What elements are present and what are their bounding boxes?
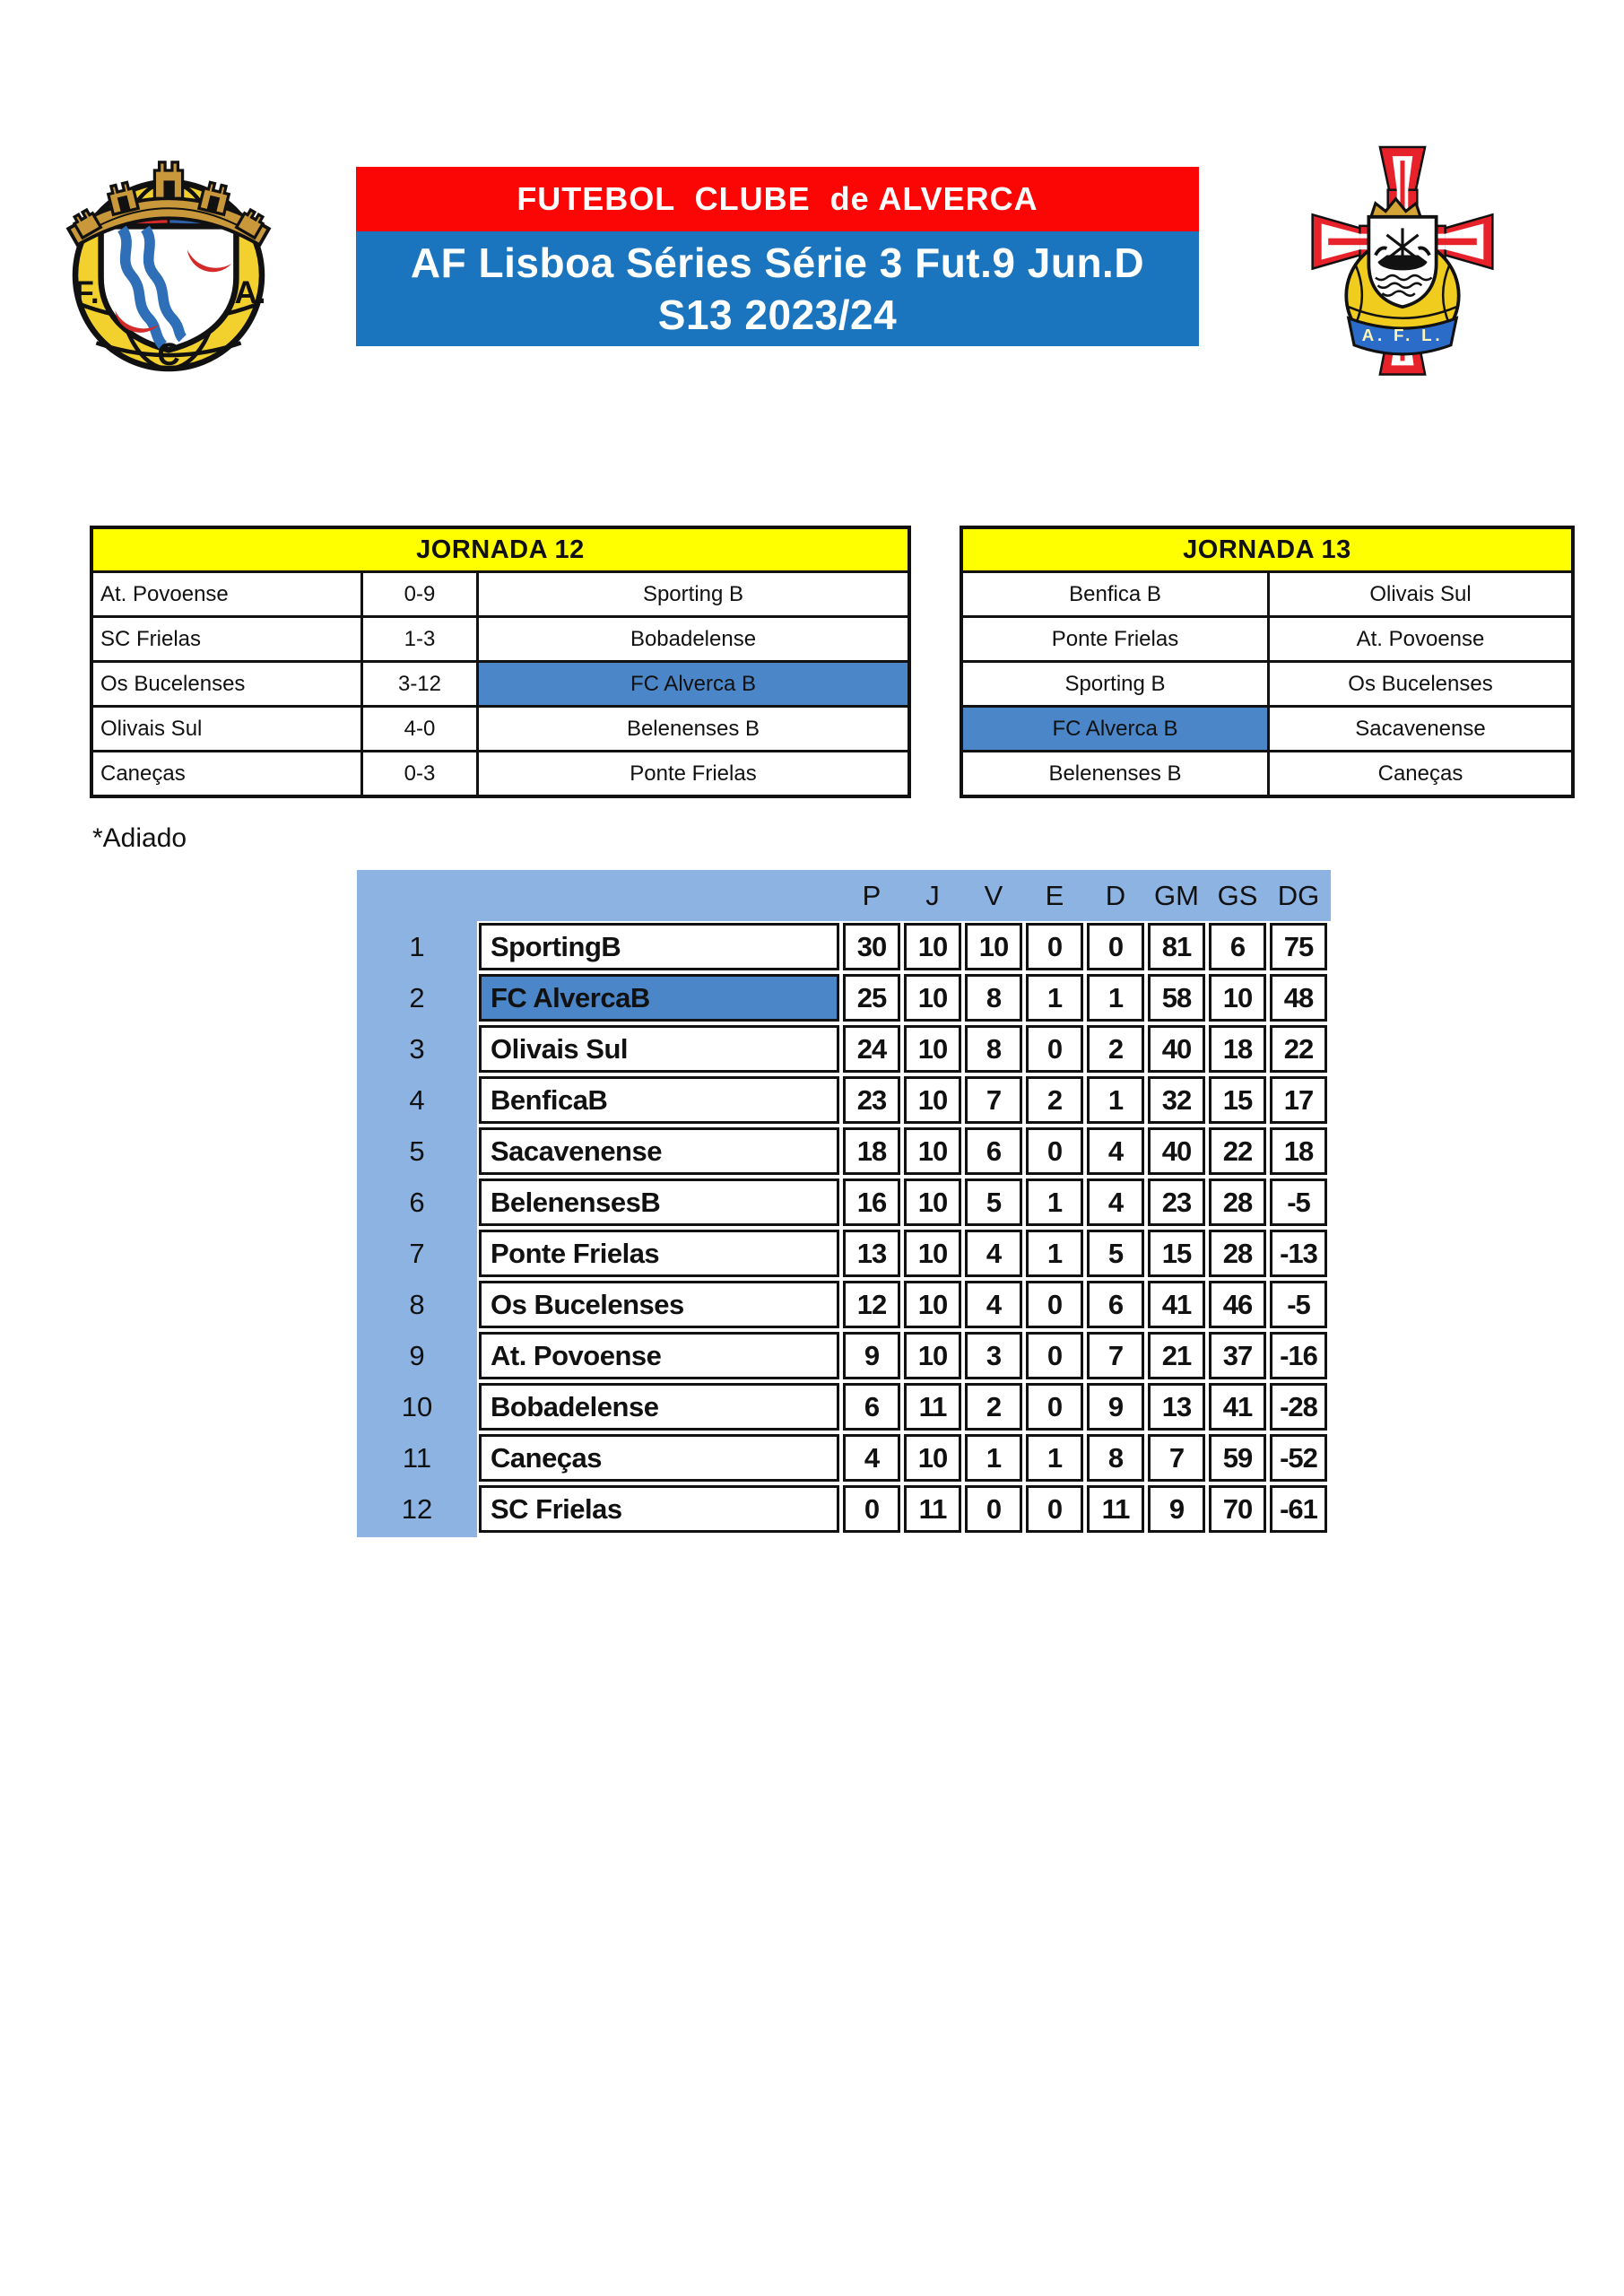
standings-grid bbox=[357, 870, 1329, 1535]
standings-value: 0 bbox=[843, 1485, 900, 1533]
match-home-cell: Sporting B bbox=[1064, 671, 1166, 696]
match-row bbox=[963, 705, 1571, 750]
standings-value: 32 bbox=[1148, 1076, 1205, 1124]
match-home-cell: Olivais Sul bbox=[100, 716, 203, 741]
match-away-cell: Belenenses B bbox=[626, 716, 760, 741]
standings-value: 40 bbox=[1148, 1025, 1205, 1073]
jornada13-rows bbox=[963, 573, 1571, 795]
standings-value: 11 bbox=[904, 1383, 961, 1431]
standings-value: 5 bbox=[965, 1178, 1022, 1226]
fc-alverca-crest-icon bbox=[52, 127, 285, 377]
standings-table bbox=[357, 870, 1331, 1537]
standings-team: Olivais Sul bbox=[479, 1025, 839, 1073]
match-score-cell: 0-3 bbox=[360, 752, 479, 795]
standings-value: 10 bbox=[904, 974, 961, 1022]
standings-value: 7 bbox=[1087, 1332, 1144, 1379]
standings-value: 6 bbox=[843, 1383, 900, 1431]
standings-value: 9 bbox=[1148, 1485, 1205, 1533]
match-score-cell: 3-12 bbox=[360, 663, 479, 705]
standings-value: 17 bbox=[1270, 1076, 1327, 1124]
standings-value: 15 bbox=[1209, 1076, 1266, 1124]
standings-value: 0 bbox=[1026, 1281, 1083, 1328]
jornada13-title: JORNADA 13 bbox=[963, 529, 1571, 573]
match-home-cell: Belenenses B bbox=[1048, 761, 1182, 786]
standings-team: At. Povoense bbox=[479, 1332, 839, 1379]
match-home-cell: At. Povoense bbox=[100, 581, 229, 606]
standings-value: 1 bbox=[965, 1434, 1022, 1482]
standings-value: 0 bbox=[1026, 1332, 1083, 1379]
standings-value: 0 bbox=[1026, 1485, 1083, 1533]
standings-value: 12 bbox=[843, 1281, 900, 1328]
match-away-cell: Sacavenense bbox=[1267, 708, 1571, 750]
af-lisboa-crest-icon bbox=[1300, 138, 1505, 386]
standings-value: 75 bbox=[1270, 923, 1327, 970]
standings-value: 40 bbox=[1148, 1127, 1205, 1175]
jornada12-title: JORNADA 12 bbox=[93, 529, 908, 573]
standings-rank: 4 bbox=[409, 1083, 425, 1116]
standings-value: -61 bbox=[1270, 1485, 1327, 1533]
match-away-cell: Olivais Sul bbox=[1267, 573, 1571, 615]
standings-team: Os Bucelenses bbox=[479, 1281, 839, 1328]
match-home-cell: Benfica B bbox=[1069, 581, 1161, 606]
match-row bbox=[963, 750, 1571, 795]
standings-value: 28 bbox=[1209, 1178, 1266, 1226]
postponed-note: *Adiado bbox=[92, 823, 187, 853]
standings-rank: 6 bbox=[409, 1186, 425, 1218]
standings-value: 59 bbox=[1209, 1434, 1266, 1482]
standings-value: 6 bbox=[1209, 923, 1266, 970]
standings-team: Bobadelense bbox=[479, 1383, 839, 1431]
svg-text:A.: A. bbox=[234, 275, 266, 311]
standings-value: 4 bbox=[965, 1281, 1022, 1328]
standings-value: -52 bbox=[1270, 1434, 1327, 1482]
standings-value: 4 bbox=[1087, 1178, 1144, 1226]
match-home-cell: FC Alverca B bbox=[963, 708, 1267, 750]
standings-rank: 7 bbox=[409, 1237, 425, 1269]
standings-value: 58 bbox=[1148, 974, 1205, 1022]
standings-value: 10 bbox=[904, 923, 961, 970]
match-score-cell: 1-3 bbox=[360, 618, 479, 660]
standings-value: -5 bbox=[1270, 1178, 1327, 1226]
match-row bbox=[93, 705, 908, 750]
match-home-cell: Caneças bbox=[100, 761, 186, 786]
standings-value: 4 bbox=[843, 1434, 900, 1482]
standings-team: FC AlvercaB bbox=[479, 974, 839, 1022]
standings-value: 81 bbox=[1148, 923, 1205, 970]
standings-rank: 1 bbox=[409, 930, 425, 962]
match-row bbox=[963, 573, 1571, 615]
standings-team: BenficaB bbox=[479, 1076, 839, 1124]
match-row bbox=[93, 615, 908, 660]
standings-value: 8 bbox=[1087, 1434, 1144, 1482]
match-home-cell: Os Bucelenses bbox=[100, 671, 246, 696]
standings-value: 11 bbox=[1087, 1485, 1144, 1533]
standings-value: 6 bbox=[1087, 1281, 1144, 1328]
match-row bbox=[93, 660, 908, 705]
standings-value: 13 bbox=[843, 1230, 900, 1277]
standings-header-spacer bbox=[357, 870, 477, 921]
standings-value: 10 bbox=[904, 1281, 961, 1328]
standings-value: 8 bbox=[965, 1025, 1022, 1073]
standings-value: 25 bbox=[843, 974, 900, 1022]
match-away-cell: Os Bucelenses bbox=[1267, 663, 1571, 705]
standings-rank: 5 bbox=[409, 1135, 425, 1167]
match-away-cell: Caneças bbox=[1267, 752, 1571, 795]
standings-value: 28 bbox=[1209, 1230, 1266, 1277]
standings-value: 4 bbox=[965, 1230, 1022, 1277]
standings-value: 0 bbox=[1087, 923, 1144, 970]
standings-value: 1 bbox=[1026, 1230, 1083, 1277]
standings-value: 1 bbox=[1026, 1434, 1083, 1482]
match-row bbox=[963, 615, 1571, 660]
standings-value: 11 bbox=[904, 1485, 961, 1533]
standings-value: 15 bbox=[1148, 1230, 1205, 1277]
match-home-cell: Ponte Frielas bbox=[1051, 626, 1179, 651]
standings-value: -28 bbox=[1270, 1383, 1327, 1431]
standings-value: 10 bbox=[1209, 974, 1266, 1022]
standings-rank: 2 bbox=[409, 981, 425, 1013]
svg-text:C: C bbox=[157, 337, 180, 373]
standings-value: 1 bbox=[1026, 974, 1083, 1022]
competition-banner bbox=[356, 231, 1199, 346]
standings-value: 8 bbox=[965, 974, 1022, 1022]
standings-rank: 11 bbox=[402, 1441, 432, 1474]
standings-team: SportingB bbox=[479, 923, 839, 970]
match-row bbox=[93, 573, 908, 615]
match-away-cell: FC Alverca B bbox=[479, 663, 908, 705]
standings-column-header: GS bbox=[1217, 879, 1258, 911]
standings-value: 0 bbox=[1026, 1127, 1083, 1175]
standings-value: 5 bbox=[1087, 1230, 1144, 1277]
standings-value: -13 bbox=[1270, 1230, 1327, 1277]
standings-value: 7 bbox=[1148, 1434, 1205, 1482]
match-score-cell: 0-9 bbox=[360, 573, 479, 615]
standings-value: 10 bbox=[904, 1076, 961, 1124]
standings-value: 9 bbox=[843, 1332, 900, 1379]
match-row bbox=[93, 750, 908, 795]
standings-value: 3 bbox=[965, 1332, 1022, 1379]
standings-value: 9 bbox=[1087, 1383, 1144, 1431]
standings-value: 0 bbox=[1026, 1025, 1083, 1073]
standings-value: 10 bbox=[904, 1178, 961, 1226]
svg-text:F.: F. bbox=[74, 275, 100, 311]
match-row bbox=[963, 660, 1571, 705]
standings-value: 18 bbox=[1270, 1127, 1327, 1175]
standings-value: 1 bbox=[1087, 1076, 1144, 1124]
standings-value: 1 bbox=[1026, 1178, 1083, 1226]
jornada13-table bbox=[960, 526, 1575, 798]
standings-value: 16 bbox=[843, 1178, 900, 1226]
standings-team: SC Frielas bbox=[479, 1485, 839, 1533]
match-score-cell: 4-0 bbox=[360, 708, 479, 750]
standings-value: 24 bbox=[843, 1025, 900, 1073]
standings-column-header: P bbox=[862, 879, 881, 911]
standings-column-header: V bbox=[984, 879, 1003, 911]
standings-value: 30 bbox=[843, 923, 900, 970]
standings-column-header: GM bbox=[1154, 879, 1199, 911]
standings-column-header: DG bbox=[1277, 879, 1320, 911]
svg-text:A. F. L.: A. F. L. bbox=[1361, 325, 1444, 344]
standings-value: 23 bbox=[843, 1076, 900, 1124]
club-banner bbox=[356, 167, 1199, 231]
standings-value: 37 bbox=[1209, 1332, 1266, 1379]
standings-header-spacer bbox=[477, 870, 841, 921]
match-away-cell: Bobadelense bbox=[630, 626, 757, 651]
standings-value: 10 bbox=[904, 1127, 961, 1175]
standings-value: 22 bbox=[1209, 1127, 1266, 1175]
standings-rank: 12 bbox=[401, 1492, 433, 1525]
standings-team: Sacavenense bbox=[479, 1127, 839, 1175]
match-away-cell: Sporting B bbox=[642, 581, 744, 606]
standings-value: 18 bbox=[843, 1127, 900, 1175]
standings-value: 0 bbox=[1026, 923, 1083, 970]
standings-value: 10 bbox=[904, 1434, 961, 1482]
standings-value: 2 bbox=[1026, 1076, 1083, 1124]
standings-value: 10 bbox=[904, 1230, 961, 1277]
club-banner-text: FUTEBOL CLUBE de ALVERCA bbox=[517, 180, 1038, 217]
standings-value: 41 bbox=[1209, 1383, 1266, 1431]
standings-value: 6 bbox=[965, 1127, 1022, 1175]
standings-value: 7 bbox=[965, 1076, 1022, 1124]
standings-value: 10 bbox=[904, 1332, 961, 1379]
competition-line2: S13 2023/24 bbox=[657, 291, 898, 338]
standings-column-header: D bbox=[1105, 879, 1126, 911]
standings-value: 0 bbox=[1026, 1383, 1083, 1431]
standings-value: 23 bbox=[1148, 1178, 1205, 1226]
jornada12-rows bbox=[93, 573, 908, 795]
match-away-cell: At. Povoense bbox=[1267, 618, 1571, 660]
standings-value: -5 bbox=[1270, 1281, 1327, 1328]
standings-value: 70 bbox=[1209, 1485, 1266, 1533]
standings-column-header: E bbox=[1045, 879, 1064, 911]
standings-value: 41 bbox=[1148, 1281, 1205, 1328]
jornada12-table bbox=[90, 526, 911, 798]
standings-value: 2 bbox=[1087, 1025, 1144, 1073]
standings-value: 1 bbox=[1087, 974, 1144, 1022]
standings-value: 18 bbox=[1209, 1025, 1266, 1073]
standings-rank: 3 bbox=[409, 1032, 425, 1065]
match-home-cell: SC Frielas bbox=[100, 626, 202, 651]
standings-value: 13 bbox=[1148, 1383, 1205, 1431]
standings-value: 10 bbox=[965, 923, 1022, 970]
standings-team: Ponte Frielas bbox=[479, 1230, 839, 1277]
standings-value: 48 bbox=[1270, 974, 1327, 1022]
standings-team: BelenensesB bbox=[479, 1178, 839, 1226]
standings-value: 4 bbox=[1087, 1127, 1144, 1175]
standings-value: 21 bbox=[1148, 1332, 1205, 1379]
competition-line1: AF Lisboa Séries Série 3 Fut.9 Jun.D bbox=[410, 239, 1145, 286]
standings-value: 22 bbox=[1270, 1025, 1327, 1073]
standings-value: 2 bbox=[965, 1383, 1022, 1431]
standings-column-header: J bbox=[925, 879, 940, 911]
standings-team: Caneças bbox=[479, 1434, 839, 1482]
standings-rank: 10 bbox=[401, 1390, 433, 1422]
standings-value: 0 bbox=[965, 1485, 1022, 1533]
standings-value: -16 bbox=[1270, 1332, 1327, 1379]
standings-rank: 8 bbox=[409, 1288, 425, 1320]
standings-value: 46 bbox=[1209, 1281, 1266, 1328]
standings-rank: 9 bbox=[409, 1339, 425, 1371]
match-away-cell: Ponte Frielas bbox=[630, 761, 757, 786]
standings-value: 10 bbox=[904, 1025, 961, 1073]
